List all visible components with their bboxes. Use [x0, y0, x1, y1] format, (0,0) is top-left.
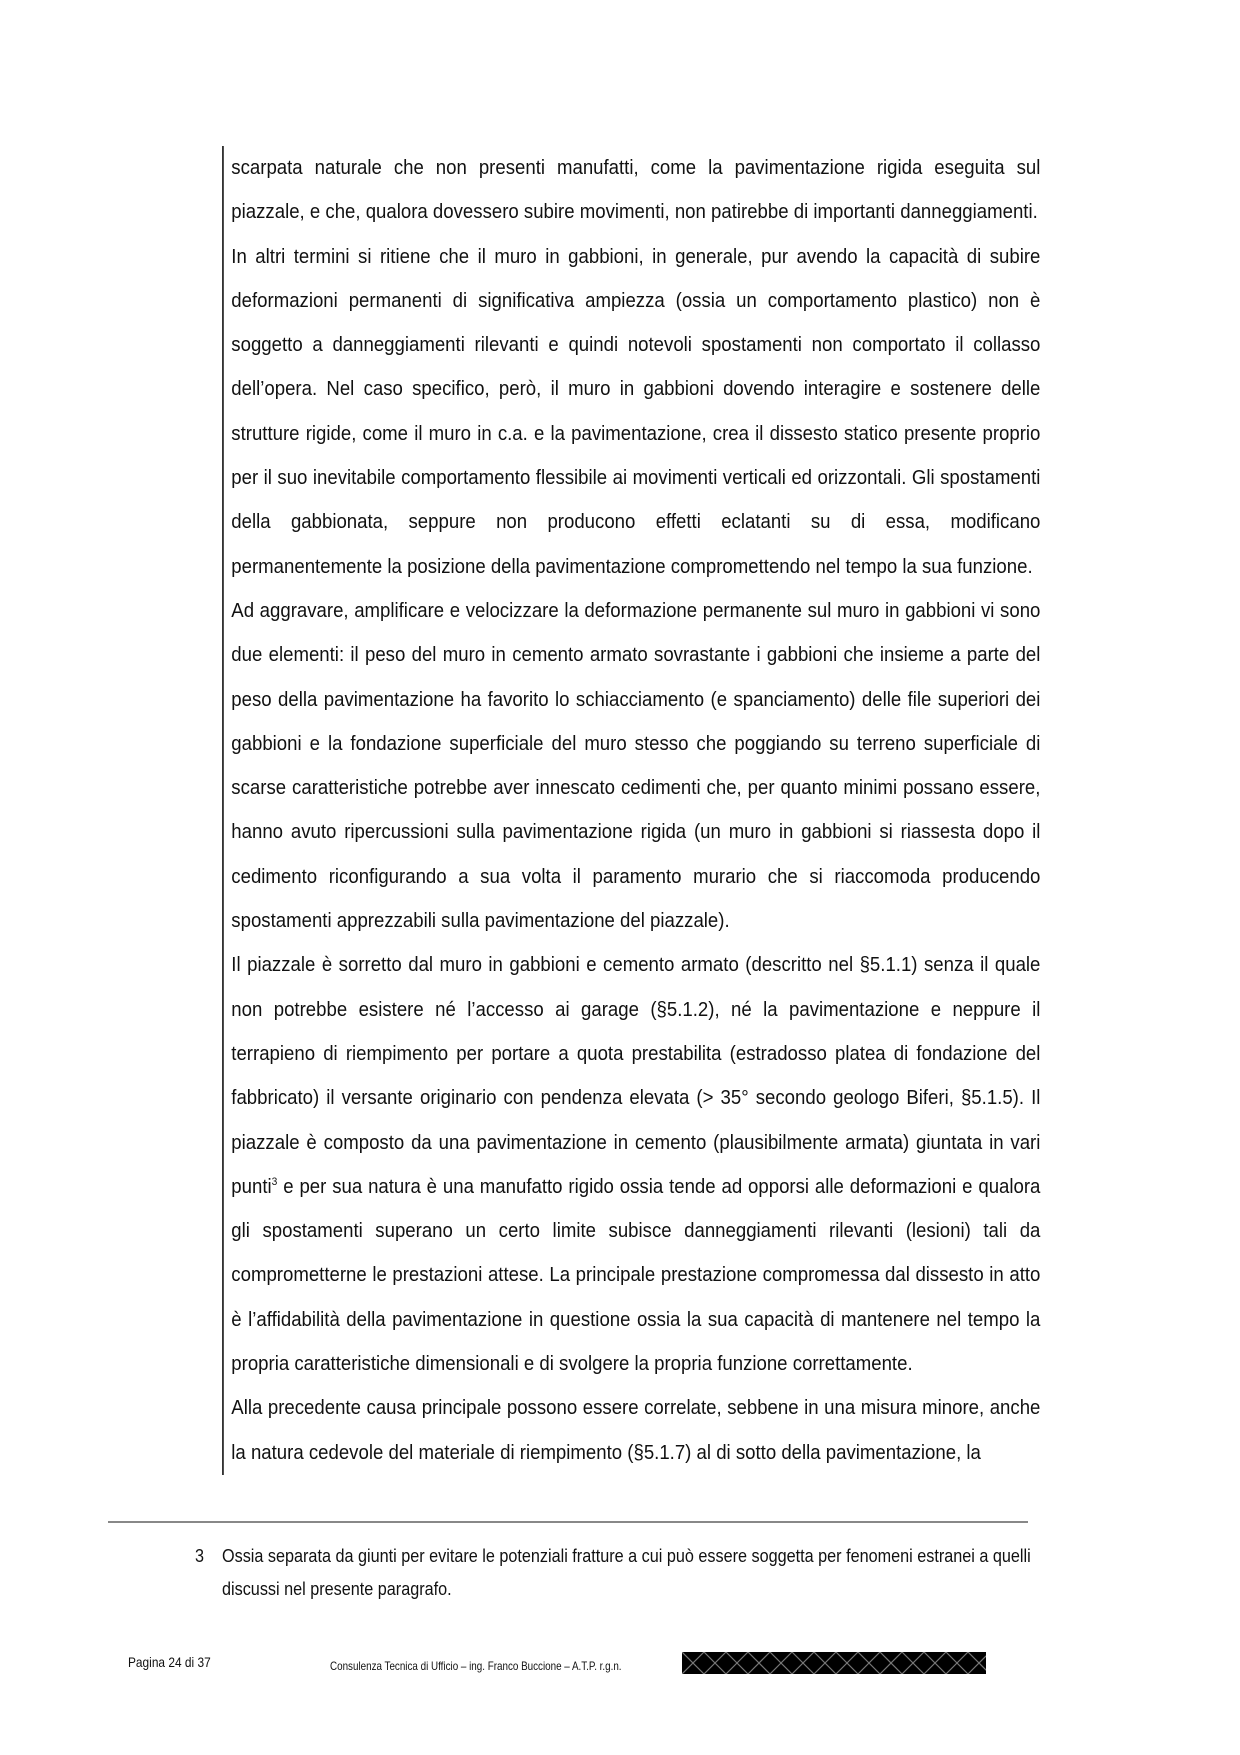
redaction-block: [682, 1652, 986, 1674]
footnote-reference[interactable]: 3: [271, 1175, 278, 1188]
paragraph-4-text: Il piazzale è sorretto dal muro in gabbioni e cemento armato (descritto nel §5.1.1) senza il quale non potrebbe esistere né l’accesso ai garage (§5.1.2), né la pavimentazione e neppure il terrapieno di riempimento per portare a quota prestabilita (estradosso platea di fondazione del fabbricato) il versante originario con pendenza elevata (> 35° secondo geologo Biferi, §5.1.5). Il piazzale è composto da una pavimentazione in cemento (plausibilmente armata) giuntata in vari punti: [231, 954, 1041, 1198]
paragraph-3: Ad aggravare, amplificare e velocizzare la deformazione permanente sul muro in gabbioni vi sono due elementi: il peso del muro in cemento armato sovrastante i gabbioni che insieme a parte del peso della pavimentazione ha favorito lo schiacciamento (e spanciamento) delle file superiori dei gabbioni e la fondazione superficiale del muro stesso che poggiando su terreno superficiale di scarse caratteristiche potrebbe aver innescato cedimenti che, per quanto minimi possano essere, hanno avuto ripercussioni sulla pavimentazione rigida (un muro in gabbioni si riassesta dopo il cedimento riconfigurando a sua volta il paramento murario che si riaccomoda producendo spostamenti apprezzabili sulla pavimentazione del piazzale).: [231, 599, 1041, 933]
redaction-pattern: [682, 1652, 986, 1674]
page-footer: [0, 1652, 1240, 1682]
paragraph-4: [231, 943, 1040, 1386]
footnote-separator: [108, 1521, 1028, 1523]
body-text: [222, 146, 1040, 1475]
footer-document-title: Consulenza Tecnica di Ufficio – ing. Franco Buccione – A.T.P. r.g.n.: [330, 1659, 622, 1673]
footnote: [195, 1540, 1077, 1606]
page-number: Pagina 24 di 37: [128, 1654, 211, 1670]
paragraph-5: Alla precedente causa principale possono essere correlate, sebbene in una misura minore, anche la natura cedevole del materiale di riempimento (§5.1.7) al di sotto della pavimentazione, la: [231, 1397, 1041, 1464]
paragraph-2: In altri termini si ritiene che il muro in gabbioni, in generale, pur avendo la capacità di subire deformazioni permanenti di significativa ampiezza (ossia un comportamento plastico) non è soggetto a danneggiamenti rilevanti e quindi notevoli spostamenti non comportato il collasso dell’opera. Nel caso specifico, però, il muro in gabbioni dovendo interagire e sostenere delle strutture rigide, come il muro in c.a. e la pavimentazione, crea il dissesto statico presente proprio per il suo inevitabile comportamento flessibile ai movimenti verticali ed orizzontali. Gli spostamenti della gabbionata, seppure non producono effetti eclatanti su di essa, modificano permanentemente la posizione della pavimentazione compromettendo nel tempo la sua funzione.: [231, 245, 1041, 578]
paragraph-1: scarpata naturale che non presenti manufatti, come la pavimentazione rigida eseguita sul piazzale, e che, qualora dovessero subire movimenti, non patirebbe di importanti danneggiamenti.: [231, 157, 1041, 224]
footnote-number: 3: [195, 1546, 205, 1566]
paragraph-4-continuation: e per sua natura è una manufatto rigido ossia tende ad opporsi alle deformazioni e qualora gli spostamenti superano un certo limite subisce danneggiamenti rilevanti (lesioni) tali da comprometterne le prestazioni attese. La principale prestazione compromessa dal dissesto in atto è l’affidabilità della pavimentazione in questione ossia la sua capacità di mantenere nel tempo la propria caratteristiche dimensionali e di svolgere la propria funzione correttamente.: [231, 1175, 1041, 1376]
footnote-text: Ossia separata da giunti per evitare le potenziali fratture a cui può essere soggetta per fenomeni estranei a quelli discussi nel presente paragrafo.: [222, 1546, 1031, 1599]
